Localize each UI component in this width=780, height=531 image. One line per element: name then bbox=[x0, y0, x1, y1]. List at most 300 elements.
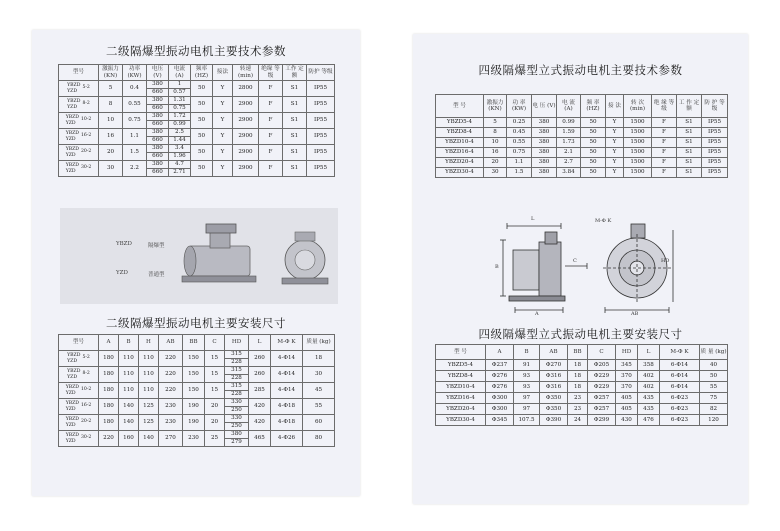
value-cell: 50 bbox=[581, 138, 606, 148]
header-cell: 工作 定额 bbox=[283, 65, 307, 81]
value-cell: 93 bbox=[514, 371, 540, 382]
model-suffix: 20-2 bbox=[80, 149, 92, 155]
dim-label-ab: AB bbox=[631, 311, 639, 317]
current-cell: 4.7 bbox=[169, 161, 191, 169]
protection-cell: IP55 bbox=[307, 145, 335, 161]
model-prefixes bbox=[66, 131, 79, 142]
table-row bbox=[59, 383, 335, 391]
value-cell: 405 bbox=[616, 393, 638, 404]
force-cell: 16 bbox=[99, 129, 123, 145]
value-cell: 50 bbox=[581, 148, 606, 158]
dim-cell-a: 180 bbox=[99, 351, 119, 367]
value-cell: Φ229 bbox=[588, 371, 616, 382]
speed-cell: 2900 bbox=[233, 97, 259, 113]
model-prefix-b: YZD bbox=[65, 390, 76, 396]
header-cell: C bbox=[588, 345, 616, 360]
model-name bbox=[59, 131, 98, 142]
force-cell: 20 bbox=[99, 145, 123, 161]
dim-cell-b: 110 bbox=[119, 351, 139, 367]
model-prefix-a: YBZD bbox=[65, 147, 79, 153]
value-cell: IP55 bbox=[702, 168, 728, 178]
value-cell: IP55 bbox=[702, 138, 728, 148]
value-cell: F bbox=[652, 128, 677, 138]
dim-cell-mk: 4-Φ14 bbox=[271, 383, 303, 399]
value-cell: Φ299 bbox=[588, 415, 616, 426]
header-cell: A bbox=[99, 335, 119, 351]
model-prefix-a: YBZD bbox=[65, 417, 79, 423]
table-row bbox=[59, 129, 335, 137]
dim-label-b: B bbox=[495, 264, 499, 270]
dim-cell-h: 125 bbox=[139, 399, 159, 415]
header-cell: A bbox=[486, 345, 514, 360]
value-cell: 1500 bbox=[624, 128, 652, 138]
model-prefix-a: YBZD bbox=[65, 131, 79, 137]
value-cell: S1 bbox=[677, 148, 702, 158]
header-cell: HD bbox=[225, 335, 249, 351]
right-sheet bbox=[413, 34, 748, 504]
dim-cell-l: 465 bbox=[249, 431, 271, 447]
voltage-cell: 660 bbox=[147, 153, 169, 161]
connection-cell: Y bbox=[213, 145, 233, 161]
value-cell: S1 bbox=[677, 138, 702, 148]
value-cell: S1 bbox=[677, 168, 702, 178]
model-prefixes bbox=[67, 99, 80, 110]
dim-cell-l: 420 bbox=[249, 415, 271, 431]
speed-cell: 2900 bbox=[233, 129, 259, 145]
model-prefixes bbox=[67, 83, 80, 94]
current-cell: 1.72 bbox=[169, 113, 191, 121]
value-cell: F bbox=[652, 118, 677, 128]
model-cell bbox=[59, 383, 99, 399]
table-row bbox=[59, 399, 335, 407]
value-cell: 476 bbox=[638, 415, 660, 426]
model-prefix-b: YZD bbox=[65, 152, 76, 158]
value-cell: Φ350 bbox=[540, 393, 568, 404]
table-row bbox=[59, 97, 335, 105]
dim-cell-c: 20 bbox=[205, 415, 225, 431]
value-cell: 23 bbox=[568, 393, 588, 404]
force-cell: 30 bbox=[99, 161, 123, 177]
model-cell: YBZD30-4 bbox=[436, 168, 484, 178]
value-cell: Φ257 bbox=[588, 404, 616, 415]
value-cell: 380 bbox=[532, 148, 557, 158]
voltage-cell: 380 bbox=[147, 97, 169, 105]
right-mount-header-row bbox=[436, 345, 728, 360]
value-cell: 50 bbox=[700, 371, 728, 382]
duty-cell: S1 bbox=[283, 145, 307, 161]
model-prefix-a: YBZD bbox=[67, 83, 81, 89]
dim-cell-hd: 380 bbox=[225, 431, 249, 439]
value-cell: Φ390 bbox=[540, 415, 568, 426]
header-cell: HD bbox=[616, 345, 638, 360]
dim-label-a: A bbox=[535, 311, 539, 317]
dim-cell-a: 180 bbox=[99, 383, 119, 399]
model-prefix-b: YZD bbox=[65, 438, 76, 444]
dim-cell-hd: 315 bbox=[225, 351, 249, 359]
dim-cell-mk: 4-Φ26 bbox=[271, 431, 303, 447]
voltage-cell: 380 bbox=[147, 129, 169, 137]
weight-cell: 45 bbox=[303, 383, 335, 399]
model-prefix-a: YBZD bbox=[65, 433, 79, 439]
protection-cell: IP55 bbox=[307, 81, 335, 97]
value-cell: Φ345 bbox=[486, 415, 514, 426]
protection-cell: IP55 bbox=[307, 97, 335, 113]
value-cell: IP55 bbox=[702, 148, 728, 158]
protection-cell: IP55 bbox=[307, 129, 335, 145]
current-cell: 1.44 bbox=[169, 137, 191, 145]
value-cell: Φ316 bbox=[540, 371, 568, 382]
model-prefix-b: YZD bbox=[65, 120, 76, 126]
model-prefixes bbox=[66, 433, 79, 444]
value-cell: F bbox=[652, 138, 677, 148]
model-cell: YBZD16-4 bbox=[436, 148, 484, 158]
voltage-cell: 380 bbox=[147, 113, 169, 121]
right-tech-header-row bbox=[436, 95, 728, 118]
value-cell: 2.7 bbox=[557, 158, 581, 168]
header-cell: 型 号 bbox=[436, 345, 486, 360]
value-cell: 55 bbox=[700, 382, 728, 393]
model-prefix-a: YBZD bbox=[67, 99, 81, 105]
value-cell: Φ205 bbox=[588, 360, 616, 371]
header-cell: C bbox=[205, 335, 225, 351]
value-cell: 380 bbox=[532, 128, 557, 138]
model-suffix: 30-2 bbox=[80, 165, 92, 171]
value-cell: Y bbox=[606, 158, 624, 168]
frequency-cell: 50 bbox=[191, 113, 213, 129]
model-prefix-b: YZD bbox=[65, 136, 76, 142]
value-cell: 50 bbox=[581, 158, 606, 168]
left-mount-header-row bbox=[59, 335, 335, 351]
model-cell: YBZD10-4 bbox=[436, 382, 486, 393]
header-cell: 激振力 (KN) bbox=[484, 95, 507, 118]
value-cell: 75 bbox=[700, 393, 728, 404]
value-cell: Φ350 bbox=[540, 404, 568, 415]
value-cell: 120 bbox=[700, 415, 728, 426]
value-cell: 30 bbox=[484, 168, 507, 178]
value-cell: Φ270 bbox=[540, 360, 568, 371]
model-prefix-a: YBZD bbox=[67, 353, 81, 359]
value-cell: 107.5 bbox=[514, 415, 540, 426]
dim-cell-hd: 250 bbox=[225, 407, 249, 415]
dim-cell-c: 25 bbox=[205, 431, 225, 447]
model-suffix: 16-2 bbox=[80, 403, 92, 409]
left-sheet bbox=[32, 30, 360, 496]
value-cell: Y bbox=[606, 148, 624, 158]
table-row bbox=[59, 415, 335, 423]
dim-cell-mk: 4-Φ14 bbox=[271, 367, 303, 383]
value-cell: 6-Φ23 bbox=[660, 404, 700, 415]
value-cell: S1 bbox=[677, 128, 702, 138]
table-row bbox=[436, 415, 728, 426]
header-cell: 质量 (kg) bbox=[303, 335, 335, 351]
value-cell: 50 bbox=[581, 168, 606, 178]
frequency-cell: 50 bbox=[191, 145, 213, 161]
dim-cell-mk: 4-Φ18 bbox=[271, 415, 303, 431]
value-cell: 97 bbox=[514, 404, 540, 415]
value-cell: 91 bbox=[514, 360, 540, 371]
dim-label-hd: HD bbox=[661, 258, 670, 264]
insulation-cell: F bbox=[259, 113, 283, 129]
left-mount-title: 二级隔爆型振动电机主要安装尺寸 bbox=[106, 316, 286, 330]
value-cell: 6-Φ14 bbox=[660, 382, 700, 393]
model-suffix: 8-2 bbox=[82, 101, 90, 107]
value-cell: Φ229 bbox=[588, 382, 616, 393]
table-row bbox=[436, 393, 728, 404]
motor-drawing-icon bbox=[495, 210, 675, 320]
force-cell: 8 bbox=[99, 97, 123, 113]
model-prefix-a: YBZD bbox=[65, 385, 79, 391]
dim-cell-c: 20 bbox=[205, 399, 225, 415]
dim-cell-l: 260 bbox=[249, 351, 271, 367]
duty-cell: S1 bbox=[283, 113, 307, 129]
left-mount-table bbox=[58, 334, 335, 447]
value-cell: 345 bbox=[616, 360, 638, 371]
model-prefixes bbox=[67, 369, 80, 380]
photo-label-yzd: YZD bbox=[116, 270, 128, 276]
left-tech-header-row bbox=[59, 65, 335, 81]
model-prefix-a: YBZD bbox=[65, 401, 79, 407]
header-cell: 转 次 (min) bbox=[624, 95, 652, 118]
value-cell: IP55 bbox=[702, 128, 728, 138]
model-prefixes bbox=[66, 417, 79, 428]
model-cell bbox=[59, 399, 99, 415]
header-cell: 频率 (HZ) bbox=[191, 65, 213, 81]
header-cell: AB bbox=[159, 335, 183, 351]
value-cell: 16 bbox=[484, 148, 507, 158]
value-cell: S1 bbox=[677, 118, 702, 128]
dim-cell-b: 140 bbox=[119, 415, 139, 431]
value-cell: 380 bbox=[532, 158, 557, 168]
dim-cell-bb: 150 bbox=[183, 367, 205, 383]
left-tech-title: 二级隔爆型振动电机主要技术参数 bbox=[106, 44, 286, 58]
value-cell: 380 bbox=[532, 138, 557, 148]
model-cell bbox=[59, 351, 99, 367]
voltage-cell: 660 bbox=[147, 137, 169, 145]
header-cell: 防护 等级 bbox=[307, 65, 335, 81]
voltage-cell: 660 bbox=[147, 89, 169, 97]
value-cell: 1500 bbox=[624, 148, 652, 158]
right-tech-title: 四级隔爆型立式振动电机主要技术参数 bbox=[478, 63, 683, 77]
frequency-cell: 50 bbox=[191, 97, 213, 113]
value-cell: 1500 bbox=[624, 158, 652, 168]
model-cell bbox=[59, 161, 99, 177]
model-cell: YBZD5-4 bbox=[436, 360, 486, 371]
model-prefixes bbox=[67, 353, 80, 364]
dim-cell-hd: 279 bbox=[225, 439, 249, 447]
value-cell: Φ276 bbox=[486, 382, 514, 393]
power-cell: 1.5 bbox=[123, 145, 147, 161]
left-tech-table bbox=[58, 64, 335, 177]
model-name bbox=[59, 401, 98, 412]
dim-cell-b: 110 bbox=[119, 367, 139, 383]
value-cell: 6-Φ23 bbox=[660, 415, 700, 426]
value-cell: Y bbox=[606, 138, 624, 148]
frequency-cell: 50 bbox=[191, 129, 213, 145]
header-cell: 接法 bbox=[213, 65, 233, 81]
model-cell: YBZD20-4 bbox=[436, 158, 484, 168]
weight-cell: 80 bbox=[303, 431, 335, 447]
model-prefix-b: YZD bbox=[67, 88, 78, 94]
model-prefix-b: YZD bbox=[67, 374, 78, 380]
model-cell bbox=[59, 145, 99, 161]
header-cell: 电流 (A) bbox=[169, 65, 191, 81]
value-cell: 6-Φ23 bbox=[660, 393, 700, 404]
header-cell: 接 法 bbox=[606, 95, 624, 118]
model-prefixes bbox=[66, 385, 79, 396]
header-cell: 电 流 (A) bbox=[557, 95, 581, 118]
dim-cell-bb: 150 bbox=[183, 383, 205, 399]
dim-cell-b: 160 bbox=[119, 431, 139, 447]
dim-cell-ab: 270 bbox=[159, 431, 183, 447]
table-row bbox=[436, 148, 728, 158]
value-cell: 5 bbox=[484, 118, 507, 128]
model-prefixes bbox=[66, 163, 79, 174]
table-row bbox=[59, 431, 335, 439]
dim-label-mk: M-Φ K bbox=[595, 218, 612, 224]
table-row bbox=[59, 367, 335, 375]
value-cell: 40 bbox=[700, 360, 728, 371]
model-name bbox=[59, 163, 98, 174]
dim-cell-l: 285 bbox=[249, 383, 271, 399]
model-prefix-a: YBZD bbox=[65, 163, 79, 169]
model-name bbox=[59, 99, 98, 110]
value-cell: 0.75 bbox=[507, 148, 532, 158]
value-cell: Y bbox=[606, 128, 624, 138]
power-cell: 0.75 bbox=[123, 113, 147, 129]
header-cell: L bbox=[249, 335, 271, 351]
model-prefixes bbox=[66, 147, 79, 158]
table-row bbox=[436, 168, 728, 178]
header-cell: 转速 (min) bbox=[233, 65, 259, 81]
model-cell bbox=[59, 367, 99, 383]
value-cell: F bbox=[652, 148, 677, 158]
connection-cell: Y bbox=[213, 129, 233, 145]
dim-label-c: C bbox=[573, 258, 577, 264]
model-prefix-b: YZD bbox=[67, 104, 78, 110]
dim-label-l: L bbox=[531, 216, 535, 222]
connection-cell: Y bbox=[213, 81, 233, 97]
table-row bbox=[436, 404, 728, 415]
model-cell bbox=[59, 81, 99, 97]
dim-cell-b: 140 bbox=[119, 399, 139, 415]
value-cell: F bbox=[652, 158, 677, 168]
table-row bbox=[436, 128, 728, 138]
connection-cell: Y bbox=[213, 161, 233, 177]
value-cell: 1500 bbox=[624, 168, 652, 178]
table-row bbox=[59, 161, 335, 169]
dim-cell-bb: 190 bbox=[183, 399, 205, 415]
value-cell: 20 bbox=[484, 158, 507, 168]
power-cell: 0.4 bbox=[123, 81, 147, 97]
dim-cell-h: 110 bbox=[139, 367, 159, 383]
model-cell: YBZD16-4 bbox=[436, 393, 486, 404]
value-cell: 24 bbox=[568, 415, 588, 426]
table-row bbox=[436, 118, 728, 128]
dim-cell-c: 15 bbox=[205, 351, 225, 367]
value-cell: 8 bbox=[484, 128, 507, 138]
current-cell: 2.5 bbox=[169, 129, 191, 137]
photo-label-standard: 普通型 bbox=[148, 272, 165, 278]
model-cell: YBZD30-4 bbox=[436, 415, 486, 426]
value-cell: 0.99 bbox=[557, 118, 581, 128]
table-row bbox=[59, 145, 335, 153]
value-cell: 1.1 bbox=[507, 158, 532, 168]
model-prefix-a: YBZD bbox=[67, 369, 81, 375]
frequency-cell: 50 bbox=[191, 161, 213, 177]
dim-cell-a: 220 bbox=[99, 431, 119, 447]
model-prefix-b: YZD bbox=[65, 422, 76, 428]
power-cell: 1.1 bbox=[123, 129, 147, 145]
value-cell: 23 bbox=[568, 404, 588, 415]
value-cell: Φ237 bbox=[486, 360, 514, 371]
value-cell: 18 bbox=[568, 360, 588, 371]
dim-cell-hd: 330 bbox=[225, 399, 249, 407]
dim-cell-ab: 230 bbox=[159, 399, 183, 415]
dim-cell-h: 110 bbox=[139, 351, 159, 367]
table-row bbox=[436, 158, 728, 168]
model-prefix-b: YZD bbox=[65, 406, 76, 412]
force-cell: 5 bbox=[99, 81, 123, 97]
model-name bbox=[59, 353, 98, 364]
model-prefix-b: YZD bbox=[67, 358, 78, 364]
model-suffix: 5-2 bbox=[82, 355, 90, 361]
dim-cell-bb: 230 bbox=[183, 431, 205, 447]
current-cell: 1.31 bbox=[169, 97, 191, 105]
value-cell: 380 bbox=[532, 118, 557, 128]
value-cell: IP55 bbox=[702, 158, 728, 168]
current-cell: 0.57 bbox=[169, 89, 191, 97]
value-cell: 0.25 bbox=[507, 118, 532, 128]
value-cell: 1500 bbox=[624, 138, 652, 148]
current-cell: 1.96 bbox=[169, 153, 191, 161]
header-cell: B bbox=[514, 345, 540, 360]
model-prefixes bbox=[66, 401, 79, 412]
header-cell: 型 号 bbox=[436, 95, 484, 118]
table-row bbox=[436, 138, 728, 148]
model-prefixes bbox=[66, 115, 79, 126]
model-suffix: 30-2 bbox=[80, 435, 92, 441]
power-cell: 2.2 bbox=[123, 161, 147, 177]
mounting-drawing bbox=[495, 210, 675, 320]
dim-cell-mk: 4-Φ18 bbox=[271, 399, 303, 415]
value-cell: 97 bbox=[514, 393, 540, 404]
model-cell bbox=[59, 415, 99, 431]
dim-cell-hd: 250 bbox=[225, 423, 249, 431]
force-cell: 10 bbox=[99, 113, 123, 129]
insulation-cell: F bbox=[259, 81, 283, 97]
dim-cell-hd: 315 bbox=[225, 383, 249, 391]
connection-cell: Y bbox=[213, 113, 233, 129]
value-cell: 6-Φ14 bbox=[660, 360, 700, 371]
model-name bbox=[59, 147, 98, 158]
speed-cell: 2800 bbox=[233, 81, 259, 97]
dim-cell-h: 110 bbox=[139, 383, 159, 399]
table-row bbox=[436, 382, 728, 393]
dim-cell-b: 110 bbox=[119, 383, 139, 399]
model-name bbox=[59, 385, 98, 396]
header-cell: BB bbox=[183, 335, 205, 351]
dim-cell-a: 180 bbox=[99, 415, 119, 431]
header-cell: 频 率 (HZ) bbox=[581, 95, 606, 118]
weight-cell: 30 bbox=[303, 367, 335, 383]
value-cell: Φ300 bbox=[486, 404, 514, 415]
insulation-cell: F bbox=[259, 129, 283, 145]
header-cell: BB bbox=[568, 345, 588, 360]
insulation-cell: F bbox=[259, 161, 283, 177]
table-row bbox=[436, 371, 728, 382]
value-cell: 380 bbox=[532, 168, 557, 178]
right-tech-table bbox=[435, 94, 728, 178]
